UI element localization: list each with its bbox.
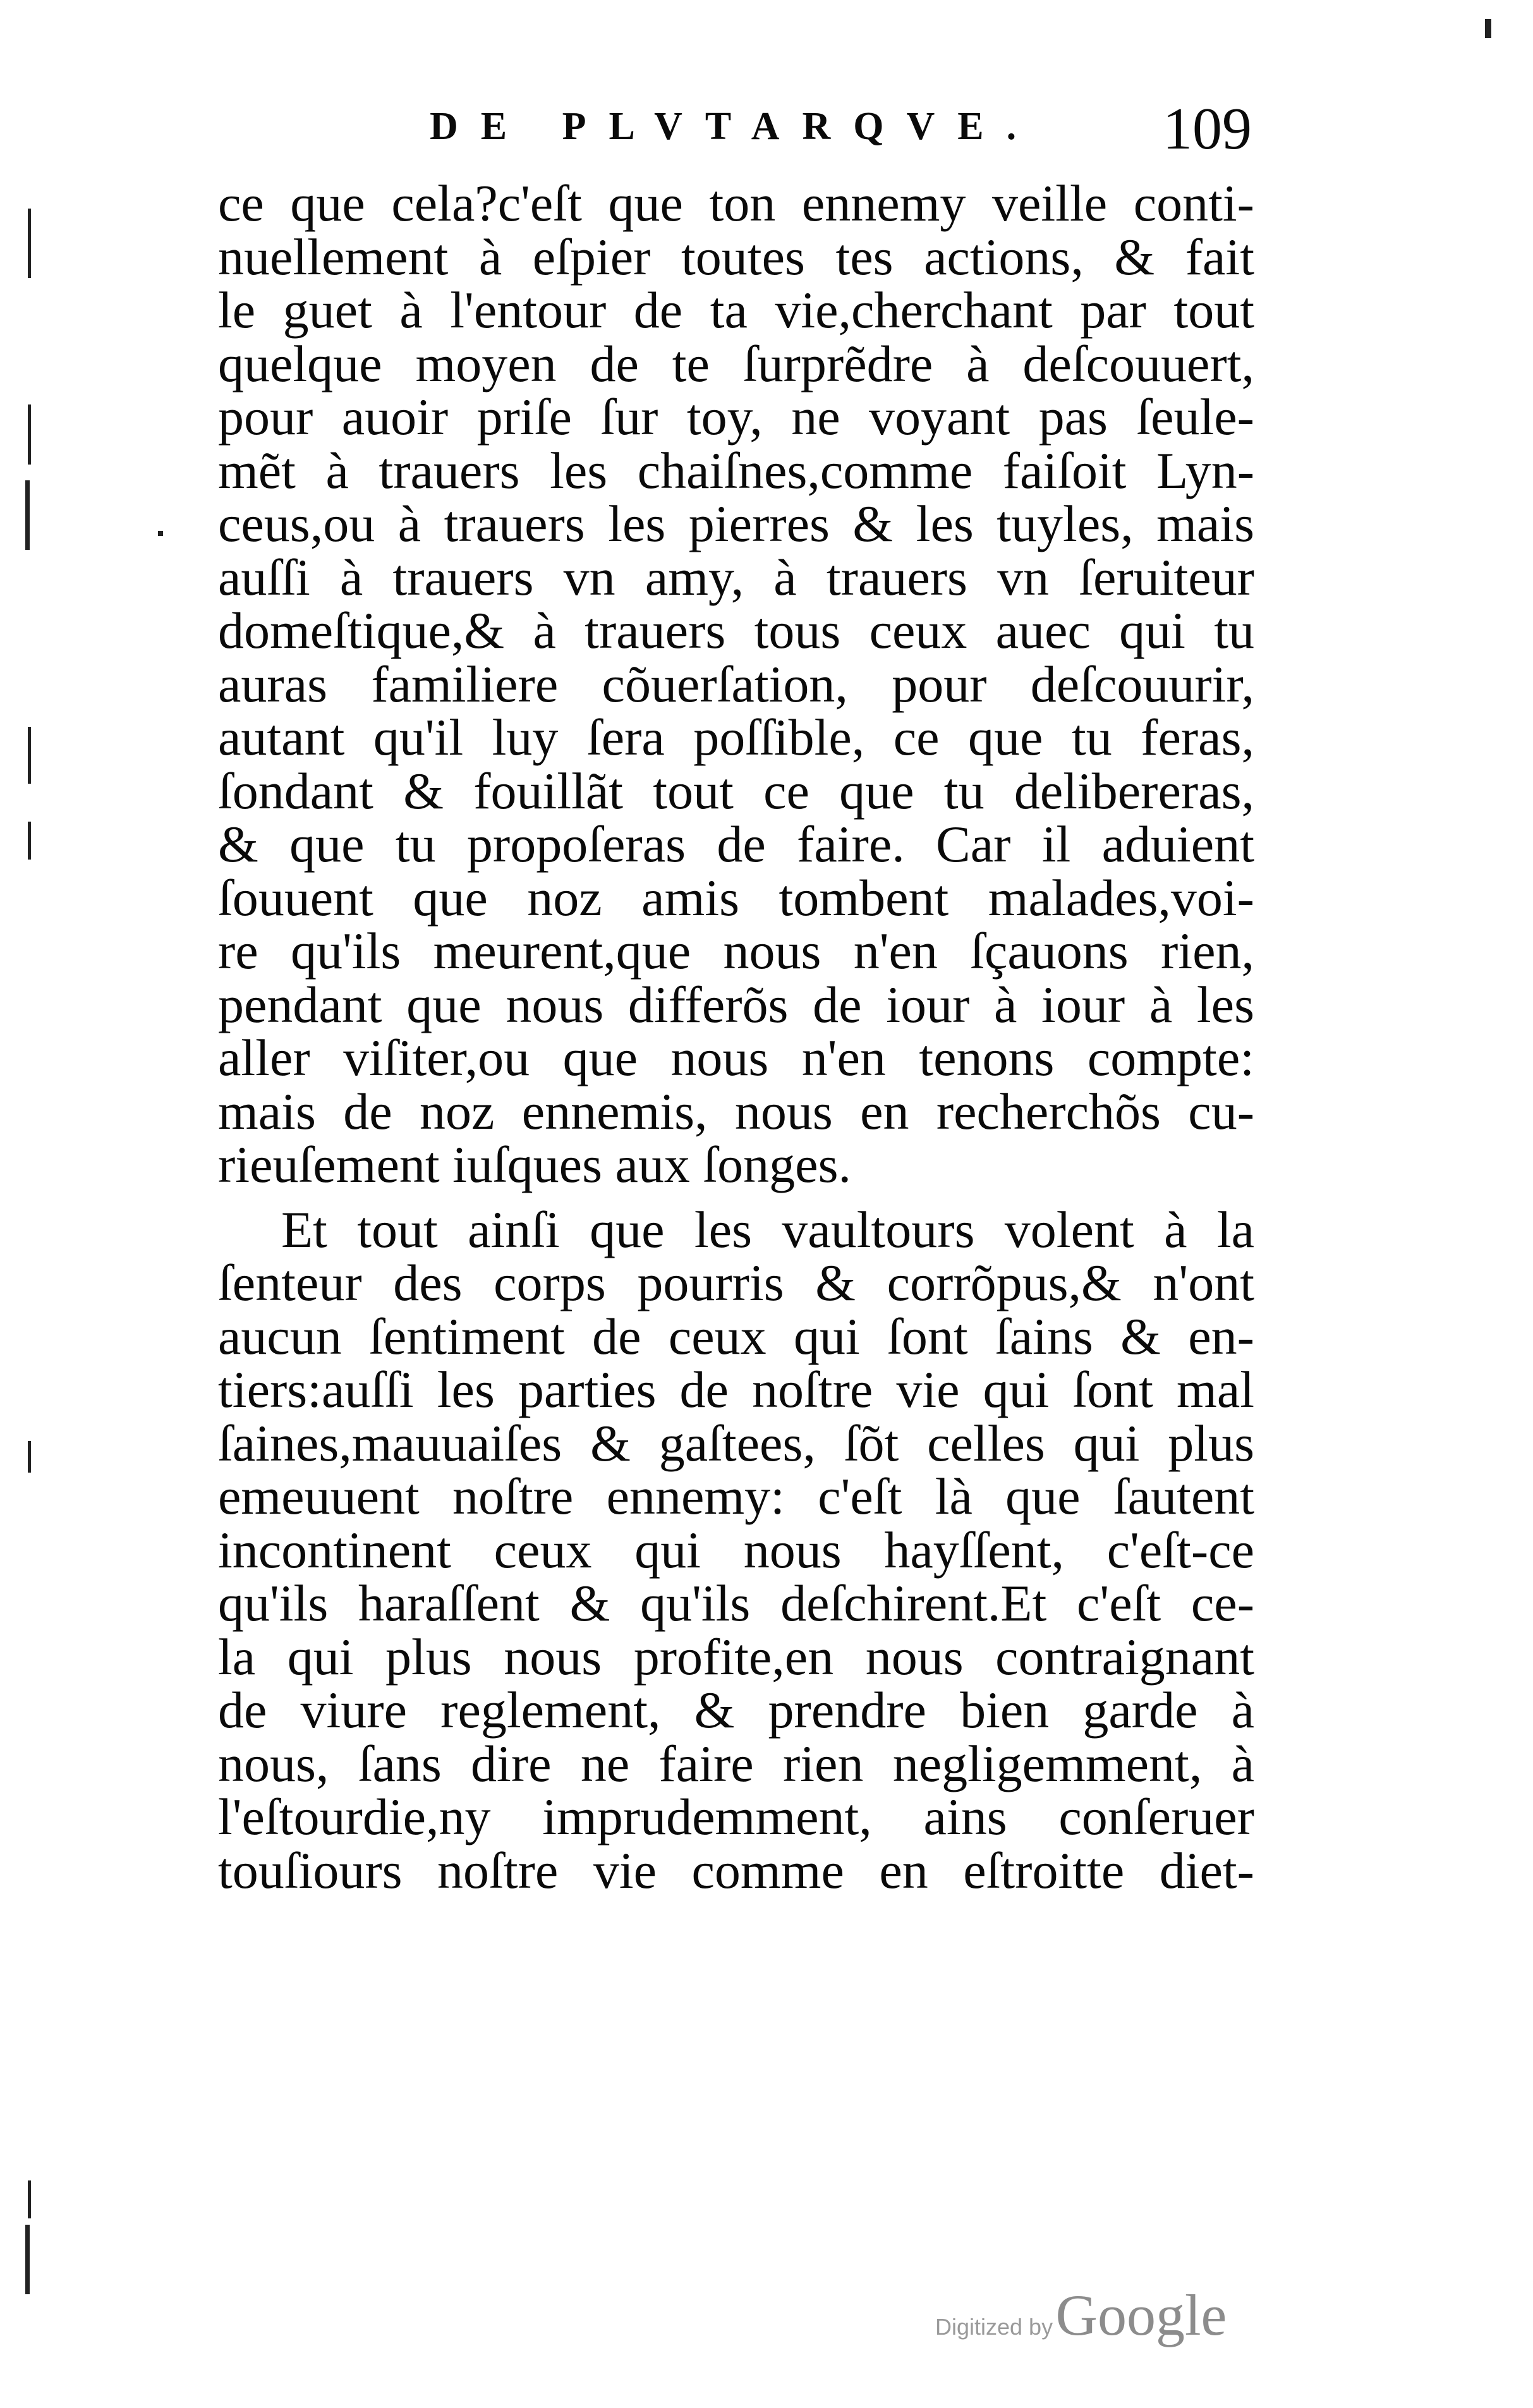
text-line: & que tu propoſeras de faire. Car il aduient xyxy=(218,815,1254,873)
text-line: auſſi à trauers vn amy, à trauers vn ſeruiteur xyxy=(218,548,1254,606)
gutter-dot xyxy=(158,531,163,536)
text-line: pendant que nous differõs de iour à iour à les xyxy=(218,975,1254,1033)
text-line: rieuſement iuſques aux ſonges. xyxy=(218,1136,851,1193)
text-line: ſenteur des corps pourris & corrõpus,& n'ont xyxy=(218,1254,1254,1311)
text-line: nous, ſans dire ne faire rien negligemment, à xyxy=(218,1734,1254,1792)
page-number: 109 xyxy=(1163,96,1252,162)
gutter-mark xyxy=(28,404,31,465)
gutter-dot xyxy=(1485,19,1491,38)
text-line: touſiours noſtre vie comme en eſtroitte diet- xyxy=(218,1841,1254,1899)
text-line: pour auoir priſe ſur toy, ne voyant pas ſeule- xyxy=(218,388,1254,446)
text-line: de viure reglement, & prendre bien garde à xyxy=(218,1681,1254,1739)
gutter-mark xyxy=(28,209,31,278)
google-logo: Google xyxy=(1055,2283,1227,2347)
text-line: la qui plus nous profite,en nous contraignant xyxy=(218,1627,1254,1686)
paragraph-1 xyxy=(218,174,1254,1193)
text-line: ſaines,mauuaiſes & gaſtees, ſõt celles qui plus xyxy=(218,1414,1254,1472)
text-line: l'eſtourdie,ny imprudemment, ains conſeruer xyxy=(218,1788,1254,1846)
paragraph-2 xyxy=(218,1200,1254,1899)
text-line: le guet à l'entour de ta vie,cherchant par tout xyxy=(218,281,1254,339)
text-line: quelque moyen de te ſurprẽdre à deſcouuert, xyxy=(218,334,1254,392)
gutter-mark xyxy=(28,1441,31,1473)
text-line: autant qu'il luy ſera poſſible, ce que tu feras, xyxy=(218,708,1254,766)
gutter-mark xyxy=(28,727,31,784)
digitized-watermark xyxy=(935,2282,1227,2349)
text-line: ce que cela?c'eſt que ton ennemy veille conti- xyxy=(218,174,1254,232)
watermark-prefix: Digitized by xyxy=(935,2314,1053,2340)
text-line: qu'ils haraſſent & qu'ils deſchirent.Et c'eſt ce- xyxy=(218,1574,1254,1632)
running-head: DE PLVTARQVE. xyxy=(430,105,1039,148)
text-line: tiers:auſſi les parties de noſtre vie qui ſont mal xyxy=(218,1361,1254,1418)
gutter-mark xyxy=(25,480,30,550)
body-text xyxy=(218,174,1254,1899)
text-line: mais de noz ennemis, nous en recherchõs cu- xyxy=(218,1082,1254,1140)
text-line: domeſtique,& à trauers tous ceux auec qui tu xyxy=(218,602,1254,659)
text-line: aller viſiter,ou que nous n'en tenons compte: xyxy=(218,1029,1254,1086)
text-line: ceus,ou à trauers les pierres & les tuyles, mais xyxy=(218,495,1254,552)
text-line: re qu'ils meurent,que nous n'en ſçauons rien, xyxy=(218,922,1254,980)
gutter-mark xyxy=(28,822,31,860)
text-line: ſondant & fouillãt tout ce que tu delibereras, xyxy=(218,762,1254,820)
gutter-mark xyxy=(25,2225,30,2294)
text-line: mẽt à trauers les chaiſnes,comme faiſoit Lyn- xyxy=(218,441,1254,499)
text-line: aucun ſentiment de ceux qui ſont ſains & en- xyxy=(218,1307,1254,1365)
gutter-mark xyxy=(28,2180,31,2218)
text-line: incontinent ceux qui nous hayſſent, c'eſt-ce xyxy=(218,1521,1254,1579)
text-line: auras familiere cõuerſation, pour deſcouurir, xyxy=(218,655,1254,713)
text-line: ſouuent que noz amis tombent malades,voi- xyxy=(218,868,1254,927)
text-line: emeuuent noſtre ennemy: c'eſt là que ſautent xyxy=(218,1468,1254,1525)
text-line: nuellement à eſpier toutes tes actions, & fait xyxy=(218,228,1254,286)
text-line: Et tout ainſi que les vaultours volent à la xyxy=(281,1200,1254,1258)
